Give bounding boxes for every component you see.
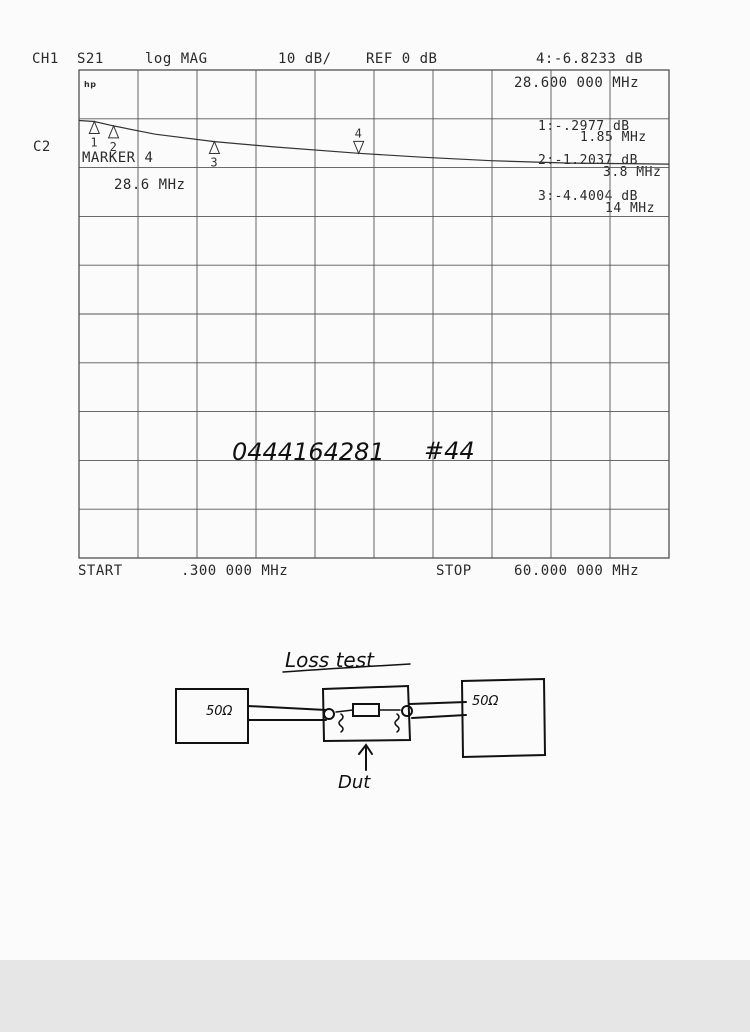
marker-2-value: 2:-1.2037 dB [538,153,638,168]
dut-arrow [359,745,372,770]
dut-resistor [353,704,379,716]
marker-label: 4 [354,126,362,141]
param-label: S21 [77,51,104,67]
marker-frequency: 28.6 MHz [114,177,186,193]
channel-label: CH1 [32,51,59,67]
load-box [462,679,545,757]
start-value: .300 000 MHz [181,563,289,579]
input-cable [248,706,326,720]
dut-label: Dut [338,772,371,793]
marker-title: MARKER 4 [82,150,154,166]
input-connector [324,709,334,719]
marker-3-value: 3:-4.4004 dB [538,189,638,204]
output-cable [410,702,466,718]
ref-label: REF 0 dB [366,51,438,67]
stop-label: STOP [436,563,472,579]
hp-logo: hp [84,80,97,89]
output-coil [395,714,399,732]
output-connector [402,706,412,716]
input-coil [339,714,343,732]
marker-label: 2 [109,139,117,154]
source-label: 50Ω [206,704,233,719]
marker-1-value: 1:-.2977 dB [538,119,630,134]
marker-3-frequency: 14 MHz [605,201,655,216]
load-label: 50Ω [472,694,499,709]
marker-2-frequency: 3.8 MHz [603,165,662,180]
marker-1-frequency: 1.85 MHz [580,130,647,145]
stop-value: 60.000 000 MHz [514,563,640,579]
format-label: log MAG [145,51,208,67]
active-marker-readout: 4:-6.8233 dB [536,51,644,67]
scale-label: 10 dB/ [278,51,332,67]
marker-label: 3 [210,155,218,170]
handwritten-serial: 0444164281 [232,438,385,466]
diagram-title: Loss test [285,648,374,672]
active-marker-frequency: 28.600 000 MHz [514,75,640,91]
channel-2-label: C2 [33,139,51,155]
title-underline [283,664,410,672]
start-label: START [78,563,123,579]
handwritten-number: #44 [424,437,475,465]
marker-label: 1 [90,135,98,150]
